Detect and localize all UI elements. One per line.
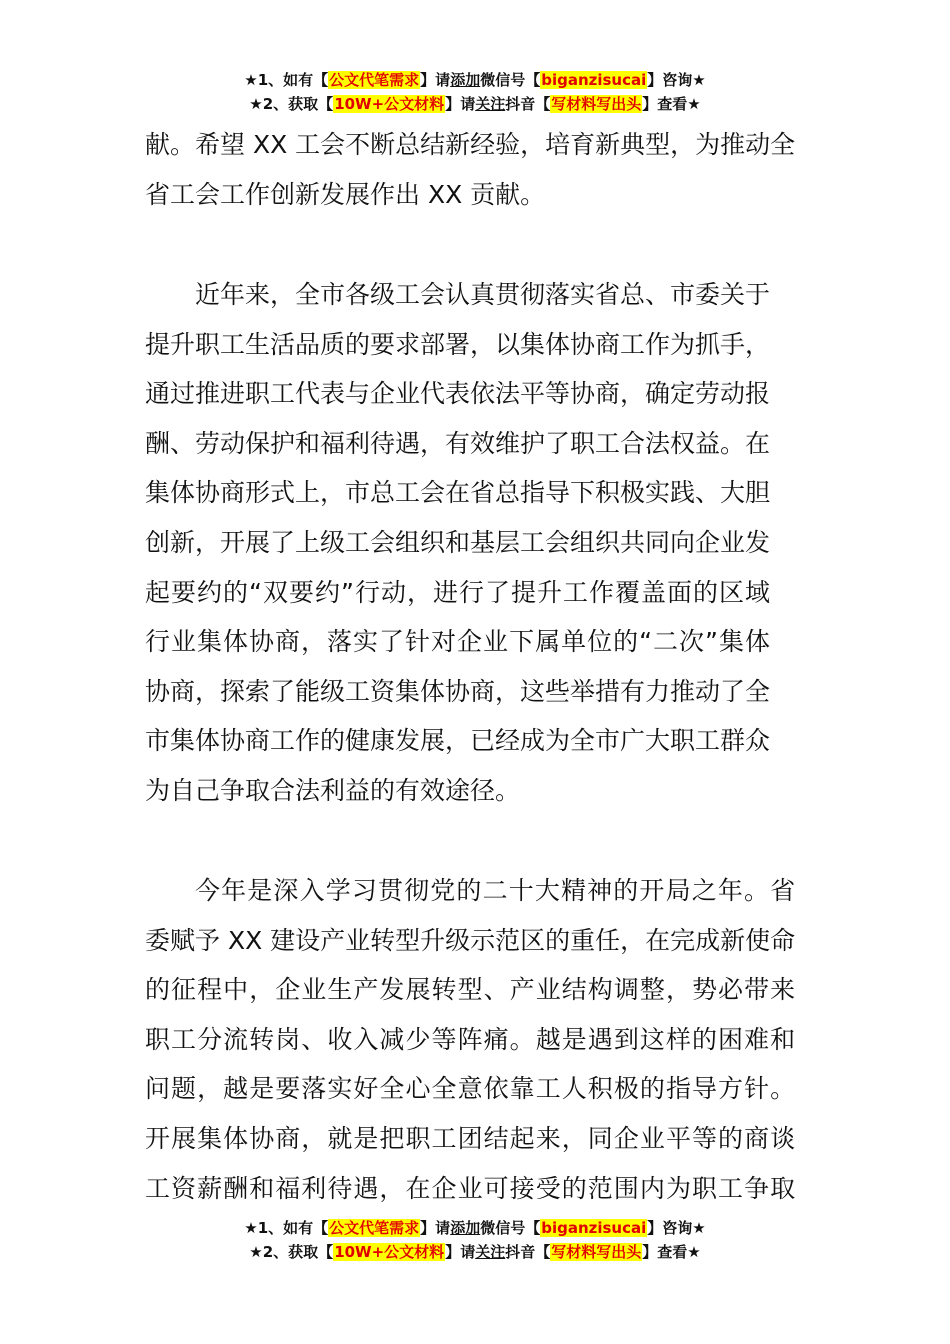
underlined-text: 关注 <box>475 95 506 113</box>
banner-text: ★1、如有【 <box>244 71 329 89</box>
underlined-text: 添加 <box>450 71 481 89</box>
text-line: 职工分流转岗、收入减少等阵痛。越是遇到这样的困难和 <box>145 1024 796 1054</box>
highlight-materials: 10W+公文材料 <box>334 95 445 113</box>
text-line: 省工会工作创新发展作出 XX 贡献。 <box>145 179 546 209</box>
underlined-text: 关注 <box>475 1243 506 1261</box>
banner-text: 】查看★ <box>642 95 701 113</box>
banner-text: 微信号【 <box>480 1219 541 1237</box>
banner-text: 】请 <box>445 1243 476 1261</box>
text-line: 近年来，全市各级工会认真贯彻落实省总、市委关于 <box>195 280 771 309</box>
banner-text: 】咨询★ <box>647 1219 706 1237</box>
paragraph-3 <box>145 866 795 1213</box>
text-line: 的征程中，企业生产发展转型、产业结构调整，势必带来 <box>145 975 796 1005</box>
banner-text: 】请 <box>445 95 476 113</box>
text-line: 协商，探索了能级工资集体协商，这些举措有力推动了全 <box>145 676 771 706</box>
text-line: 提升职工生活品质的要求部署，以集体协商工作为抓手， <box>145 329 771 359</box>
text-line: 工资薪酬和福利待遇，在企业可接受的范围内为职工争取 <box>145 1173 796 1203</box>
banner-line-2 <box>0 1240 950 1264</box>
text-line: 市集体协商工作的健康发展，已经成为全市广大职工群众 <box>145 726 771 756</box>
text-line: 委赋予 XX 建设产业转型升级示范区的重任，在完成新使命 <box>145 925 796 955</box>
text-line: 开展集体协商，就是把职工团结起来，同企业平等的商谈 <box>145 1123 796 1153</box>
highlight-wechat-id: biganzisucai <box>541 1219 647 1237</box>
text-line: 今年是深入学习贯彻党的二十大精神的开局之年。省 <box>195 876 796 905</box>
text-line: 起要约的“双要约”行动，进行了提升工作覆盖面的区域 <box>145 577 771 607</box>
banner-line-1 <box>0 68 950 92</box>
banner-text: 抖音【 <box>505 95 551 113</box>
banner-text: ★2、获取【 <box>249 95 334 113</box>
banner-text: 】咨询★ <box>647 71 706 89</box>
highlight-materials: 10W+公文材料 <box>334 1243 445 1261</box>
highlight-douyin-account: 写材料写出头 <box>551 1243 642 1261</box>
banner-text: ★2、获取【 <box>249 1243 334 1261</box>
text-line: 问题，越是要落实好全心全意依靠工人积极的指导方针。 <box>145 1074 796 1104</box>
banner-line-1 <box>0 1216 950 1240</box>
underlined-text: 添加 <box>450 1219 481 1237</box>
footer-banner <box>0 1216 950 1264</box>
header-banner <box>0 68 950 116</box>
paragraph-2 <box>145 270 770 816</box>
paragraph-1 <box>145 120 795 219</box>
text-line: 创新，开展了上级工会组织和基层工会组织共同向企业发 <box>145 527 771 557</box>
text-line: 行业集体协商，落实了针对企业下属单位的“二次”集体 <box>145 627 771 657</box>
highlight-wechat-id: biganzisucai <box>541 71 647 89</box>
banner-line-2 <box>0 92 950 116</box>
highlight-service: 公文代笔需求 <box>329 71 420 89</box>
text-line: 酬、劳动保护和福利待遇，有效维护了职工合法权益。在 <box>145 428 771 458</box>
text-line: 集体协商形式上，市总工会在省总指导下积极实践、大胆 <box>145 478 771 508</box>
text-line: 献。希望 XX 工会不断总结新经验，培育新典型，为推动全 <box>145 130 796 159</box>
banner-text: 】请 <box>420 1219 451 1237</box>
highlight-service: 公文代笔需求 <box>329 1219 420 1237</box>
highlight-douyin-account: 写材料写出头 <box>551 95 642 113</box>
banner-text: 】请 <box>420 71 451 89</box>
banner-text: ★1、如有【 <box>244 1219 329 1237</box>
banner-text: 抖音【 <box>505 1243 551 1261</box>
text-line: 为自己争取合法利益的有效途径。 <box>145 775 521 805</box>
banner-text: 】查看★ <box>642 1243 701 1261</box>
text-line: 通过推进职工代表与企业代表依法平等协商，确定劳动报 <box>145 379 771 409</box>
banner-text: 微信号【 <box>480 71 541 89</box>
